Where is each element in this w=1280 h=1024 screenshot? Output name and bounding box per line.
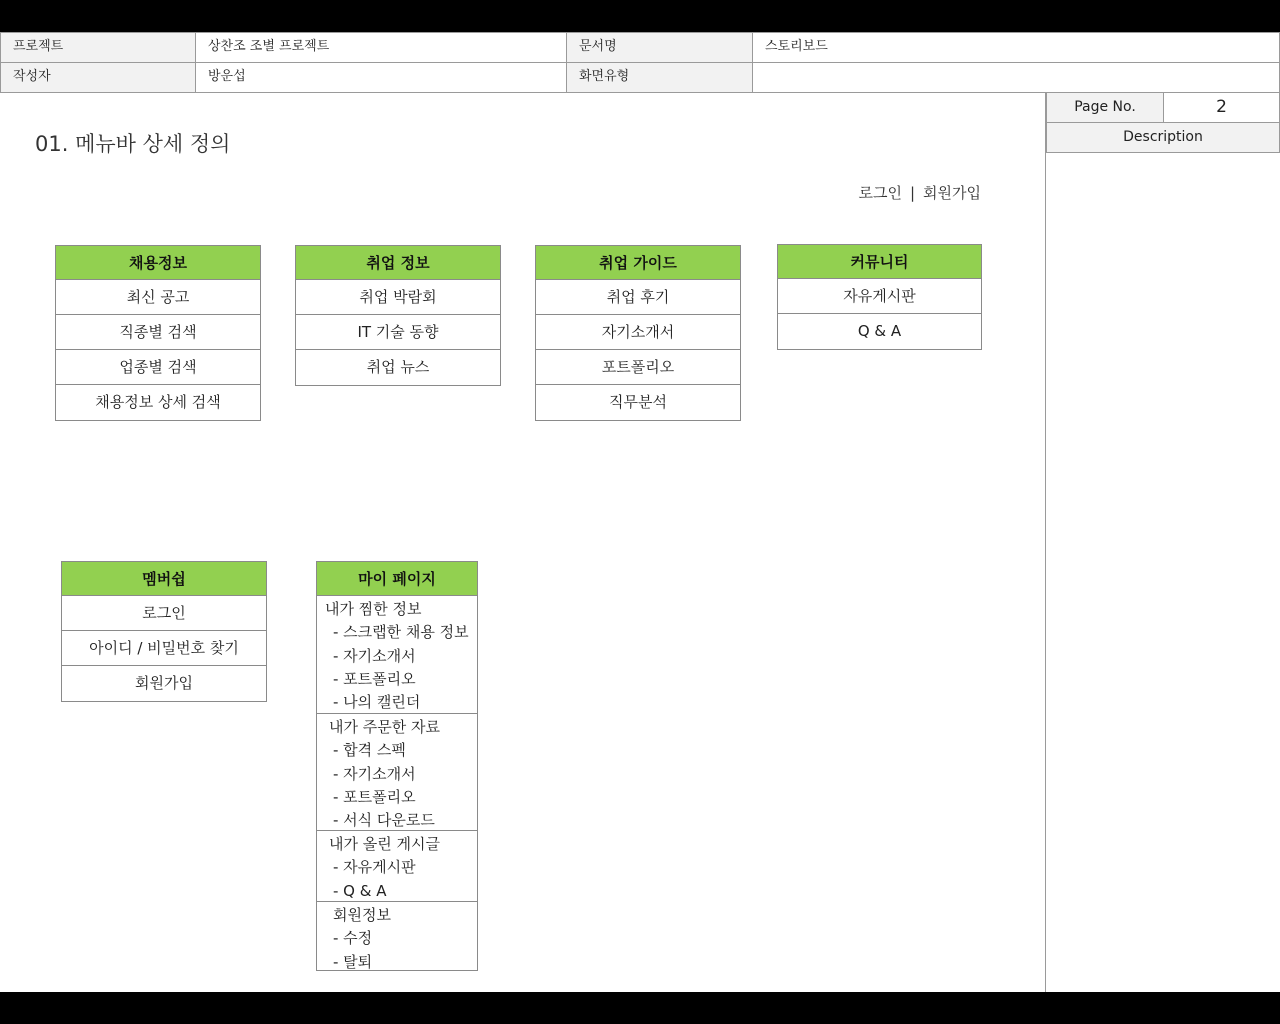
menu-item[interactable]: 아이디 / 비밀번호 찾기 (62, 631, 266, 666)
mypage-sub-item[interactable]: - 스크랩한 채용 정보 (333, 623, 469, 642)
mypage-sub-item[interactable]: - 포트폴리오 (333, 669, 416, 688)
mypage-group-title[interactable]: 내가 올린 게시글 (329, 835, 440, 853)
mypage-sub-item[interactable]: - 자기소개서 (333, 646, 416, 665)
menu-item[interactable]: 포트폴리오 (536, 350, 740, 385)
author-value: 방운섭 (195, 62, 567, 93)
menu-item[interactable]: 직종별 검색 (56, 315, 260, 350)
menu-mypage-title[interactable]: 마이 페이지 (317, 562, 477, 596)
mypage-group-posts (317, 831, 477, 902)
link-separator: | (909, 184, 916, 202)
menu-community (777, 244, 982, 350)
menu-item[interactable]: Q & A (857, 322, 902, 340)
mypage-sub-item[interactable]: - 포트폴리오 (333, 787, 416, 806)
menu-guide-title[interactable]: 취업 가이드 (536, 246, 740, 280)
doc-value: 스토리보드 (752, 32, 1280, 63)
project-value: 상찬조 조별 프로젝트 (195, 32, 567, 63)
mypage-sub-item[interactable]: - 자기소개서 (333, 764, 416, 783)
mypage-group-title[interactable]: 회원정보 (333, 906, 391, 924)
menu-item[interactable]: 취업 박람회 (296, 280, 500, 315)
page-no-label: Page No. (1046, 92, 1164, 123)
menu-item[interactable]: 취업 후기 (536, 280, 740, 315)
mypage-group-title[interactable]: 내가 찜한 정보 (325, 600, 422, 618)
menu-item[interactable]: 직무분석 (609, 393, 667, 411)
menu-item[interactable]: 채용정보 상세 검색 (95, 393, 221, 411)
page-no-value: 2 (1163, 92, 1280, 123)
menu-employment-title[interactable]: 취업 정보 (296, 246, 500, 280)
screen-type-label: 화면유형 (566, 62, 753, 93)
menu-jobs (55, 245, 261, 421)
mypage-sub-item[interactable]: - 자유게시판 (333, 858, 416, 877)
menu-community-title[interactable]: 커뮤니티 (778, 245, 981, 279)
description-panel (1045, 92, 1280, 992)
menu-mypage (316, 561, 478, 971)
menu-item[interactable]: 자기소개서 (536, 315, 740, 350)
screen-type-value (752, 62, 1280, 93)
menu-membership (61, 561, 267, 702)
menu-item[interactable]: 로그인 (62, 596, 266, 631)
mypage-sub-item[interactable]: - Q & A (333, 881, 387, 900)
menu-employment (295, 245, 501, 386)
auth-links (840, 182, 981, 203)
menu-item[interactable]: 업종별 검색 (56, 350, 260, 385)
menu-item[interactable]: 취업 뉴스 (366, 358, 430, 376)
storyboard-slide (0, 32, 1280, 992)
mypage-sub-item[interactable]: - 나의 캘린더 (333, 693, 421, 712)
doc-label: 문서명 (566, 32, 753, 63)
menu-item[interactable]: IT 기술 동향 (296, 315, 500, 350)
menu-item[interactable]: 자유게시판 (778, 279, 981, 314)
mypage-sub-item[interactable]: - 탈퇴 (333, 952, 373, 971)
menu-item[interactable]: 회원가입 (135, 674, 193, 692)
mypage-group-favorites (317, 596, 477, 714)
project-label: 프로젝트 (0, 32, 196, 63)
mypage-group-orders (317, 714, 477, 831)
author-label: 작성자 (0, 62, 196, 93)
menu-jobs-title[interactable]: 채용정보 (56, 246, 260, 280)
menu-membership-title[interactable]: 멤버쉽 (62, 562, 266, 596)
mypage-group-member-info (317, 902, 477, 971)
menu-guide (535, 245, 741, 421)
signup-link[interactable]: 회원가입 (923, 184, 981, 202)
mypage-group-title[interactable]: 내가 주문한 자료 (329, 718, 440, 736)
login-link[interactable]: 로그인 (858, 184, 902, 202)
menu-item[interactable]: 최신 공고 (56, 280, 260, 315)
mypage-sub-item[interactable]: - 서식 다운로드 (333, 811, 435, 830)
page-title: 01. 메뉴바 상세 정의 (35, 132, 231, 156)
mypage-sub-item[interactable]: - 수정 (333, 929, 373, 948)
mypage-sub-item[interactable]: - 합격 스펙 (333, 741, 406, 760)
description-label: Description (1046, 122, 1280, 153)
